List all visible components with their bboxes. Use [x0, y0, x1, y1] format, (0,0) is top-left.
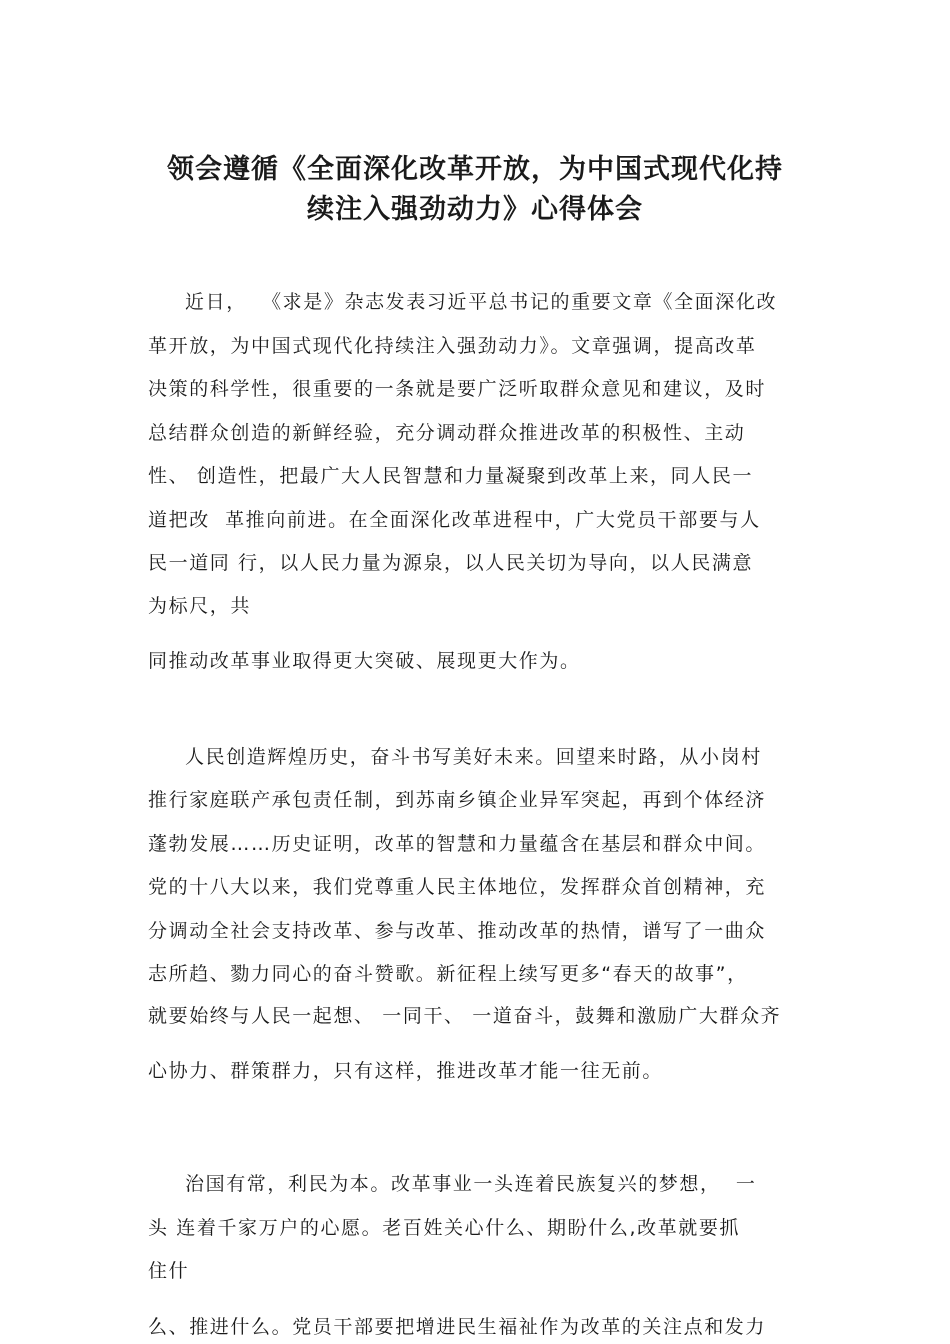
paragraph-1-line-3: 决策的科学性，很重要的一条就是要广泛听取群众意见和建议，及时	[148, 378, 767, 400]
paragraph-1-line-7: 民一道同 行，以人民力量为源泉，以人民关切为导向，以人民满意	[148, 552, 754, 574]
paragraph-2-line-4: 党的十八大以来，我们党尊重人民主体地位，发挥群众首创精神，充	[148, 876, 767, 898]
paragraph-3-line-4: 么、推进什么。党员干部要把增进民生福祉作为改革的关注点和发力	[148, 1316, 767, 1338]
paragraph-2-line-1: 人民创造辉煌历史，奋斗书写美好未来。回望来时路，从小岗村	[185, 746, 762, 768]
paragraph-1-line-2: 革开放，为中国式现代化持续注入强劲动力》。文章强调，提高改革	[148, 335, 757, 357]
paragraph-3-line-1: 治国有常，利民为本。改革事业一头连着民族复兴的梦想， 一	[185, 1173, 757, 1195]
paragraph-1-line-8: 为标尺，共	[148, 595, 252, 617]
document-title-line-2: 续注入强劲动力》心得体会	[307, 194, 643, 225]
paragraph-2-line-7: 就要始终与人民一起想、 一同干、 一道奋斗，鼓舞和激励广大群众齐	[148, 1005, 782, 1027]
paragraph-2-line-8: 心协力、群策群力，只有这样，推进改革才能一往无前。	[148, 1060, 664, 1082]
paragraph-2-line-2: 推行家庭联产承包责任制，到苏南乡镇企业异军突起，再到个体经济	[148, 789, 767, 811]
document-title-line-1: 领会遵循《全面深化改革开放，为中国式现代化持	[167, 154, 783, 185]
paragraph-1-line-1: 近日， 《求是》杂志发表习近平总书记的重要文章《全面深化改	[185, 291, 778, 313]
paragraph-2-line-5: 分调动全社会支持改革、参与改革、推动改革的热情，谱写了一曲众	[148, 920, 767, 942]
paragraph-3-line-3: 住什	[148, 1260, 190, 1282]
paragraph-1-line-9: 同推动改革事业取得更大突破、展现更大作为。	[148, 650, 581, 672]
paragraph-2-line-6: 志所趋、勠力同心的奋斗赞歌。新征程上续写更多“春天的故事”，	[148, 963, 748, 985]
paragraph-1-line-6: 道把改 革推向前进。在全面深化改革进程中，广大党员干部要与人	[148, 509, 761, 531]
paragraph-2-line-3: 蓬勃发展……历史证明，改革的智慧和力量蕴含在基层和群众中间。	[148, 833, 767, 855]
paragraph-3-line-2: 头 连着千家万户的心愿。老百姓关心什么、期盼什么,改革就要抓	[148, 1217, 741, 1239]
paragraph-1-line-5: 性、 创造性，把最广大人民智慧和力量凝聚到改革上来，同人民一	[148, 465, 754, 487]
paragraph-1-line-4: 总结群众创造的新鲜经验，充分调动群众推进改革的积极性、主动	[148, 422, 746, 444]
